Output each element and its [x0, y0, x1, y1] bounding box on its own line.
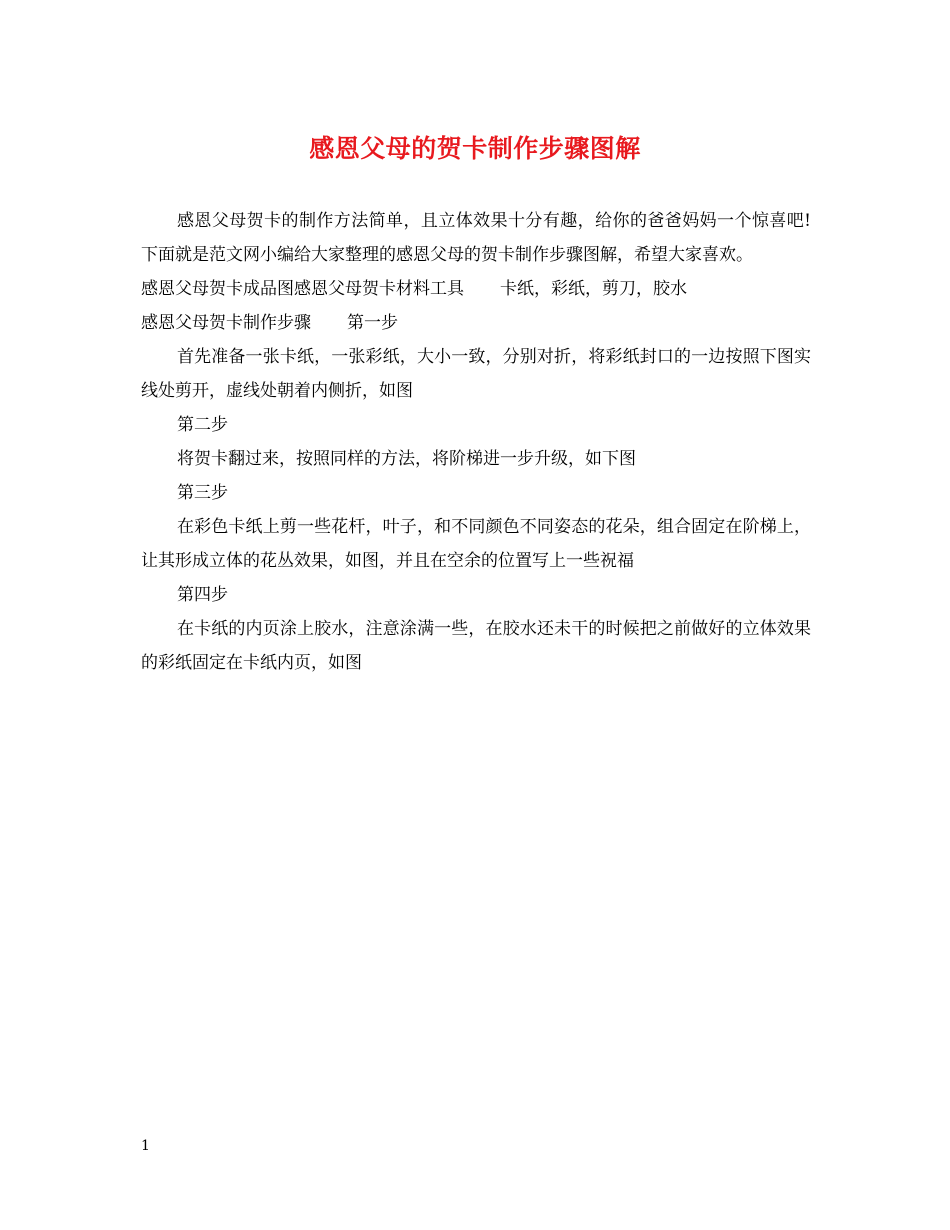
step3-paragraph: 在彩色卡纸上剪一些花杆，叶子，和不同颜色不同姿态的花朵，组合固定在阶梯上，让其形成立体的花丛效果，如图，并且在空余的位置写上一些祝福 [141, 517, 811, 571]
step4-label: 第四步 [177, 585, 228, 605]
step2-paragraph: 将贺卡翻过来，按照同样的方法，将阶梯进一步升级，如下图 [177, 449, 636, 469]
steps-line [141, 306, 811, 340]
materials-heading: 感恩父母贺卡成品图感恩父母贺卡材料工具 [141, 279, 464, 299]
intro-paragraph: 感恩父母贺卡的制作方法简单，且立体效果十分有趣，给你的爸爸妈妈一个惊喜吧!下面就是范文网小编给大家整理的感恩父母的贺卡制作步骤图解，希望大家喜欢。 [141, 211, 811, 265]
document-title: 感恩父母的贺卡制作步骤图解 [309, 134, 641, 163]
step1-label: 第一步 [347, 313, 398, 333]
document-body [141, 204, 811, 680]
step4-paragraph: 在卡纸的内页涂上胶水，注意涂满一些，在胶水还未干的时候把之前做好的立体效果的彩纸固定在卡纸内页，如图 [141, 619, 811, 673]
step3-label: 第三步 [177, 483, 228, 503]
step1-paragraph: 首先准备一张卡纸，一张彩纸，大小一致，分别对折，将彩纸封口的一边按照下图实线处剪开，虚线处朝着内侧折，如图 [141, 347, 811, 401]
materials-line [141, 272, 811, 306]
step2-label: 第二步 [177, 415, 228, 435]
page-number: 1 [141, 1138, 150, 1154]
steps-heading: 感恩父母贺卡制作步骤 [141, 313, 311, 333]
materials-list: 卡纸，彩纸，剪刀，胶水 [500, 279, 687, 299]
